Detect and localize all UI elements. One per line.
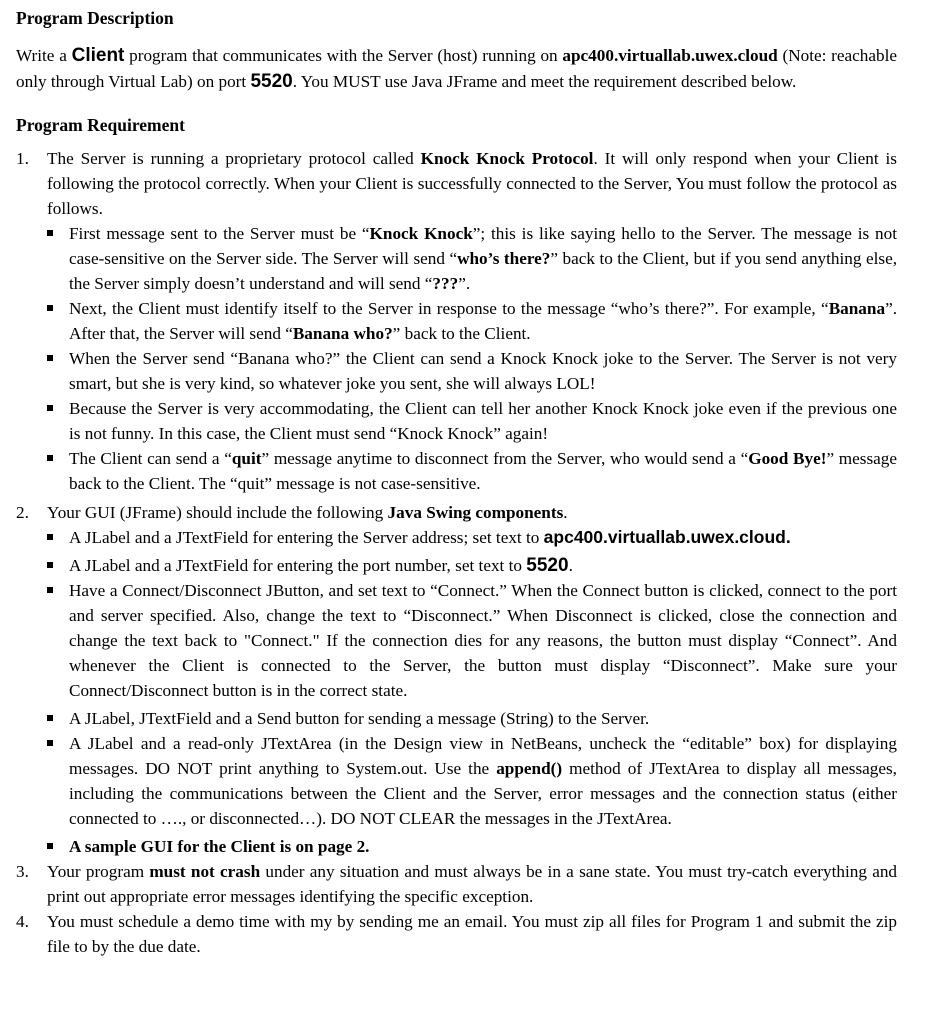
square-bullet-icon bbox=[47, 455, 53, 461]
list-item bbox=[47, 578, 897, 703]
description-heading: Program Description bbox=[16, 8, 174, 28]
desc-text-post: . You MUST use Java JFrame and meet the requirement described below. bbox=[292, 71, 797, 91]
square-bullet-icon bbox=[47, 740, 53, 746]
requirement-item-1 bbox=[16, 146, 897, 496]
item2-intro-post: . bbox=[563, 503, 568, 522]
square-bullet-icon bbox=[47, 562, 53, 568]
desc-text-mid1: program that communicates with the Server (host) running on bbox=[124, 46, 563, 65]
b5-bold: append() bbox=[496, 759, 563, 778]
b4-text: Because the Server is very accommodating, the Client can tell her another Knock Knock joke even if the previous one is not funny. In this case, the Client must send “Knock Knock” again! bbox=[69, 399, 897, 443]
description-paragraph bbox=[16, 43, 897, 94]
square-bullet-icon bbox=[47, 843, 53, 849]
square-bullet-icon bbox=[47, 305, 53, 311]
b6-text: A sample GUI for the Client is on page 2. bbox=[69, 837, 370, 856]
item1-bullets bbox=[47, 221, 897, 496]
port-number-bold: 5520 bbox=[526, 555, 569, 576]
desc-text-mid2: (Note: reachable only through Virtual Lab) on port bbox=[16, 46, 897, 91]
item2-bullets bbox=[47, 525, 897, 859]
square-bullet-icon bbox=[47, 230, 53, 236]
item-number: 2. bbox=[16, 503, 29, 522]
port-number: 5520 bbox=[250, 70, 293, 92]
host-name-bold: apc400.virtuallab.uwex.cloud. bbox=[543, 527, 791, 547]
item3-pre: Your program bbox=[47, 862, 150, 881]
b3-text: Have a Connect/Disconnect JButton, and set text to “Connect.” When the Connect button is clicked, connect to the port and server specified. Also, change the text to “Disconnect.” When Disconnect is clicked, close the connection and change the text back to "Connect." If the connection dies for any reasons, the button must display “Connect”. And whenever the Client is connected to the Server, the button must display “Disconnect”. Make sure your Connect/Disconnect button is in the correct state. bbox=[69, 581, 897, 700]
list-item bbox=[47, 346, 897, 396]
list-item bbox=[47, 525, 897, 550]
b1-bold1: Knock Knock bbox=[369, 224, 473, 243]
b1-bold3: ??? bbox=[432, 274, 459, 293]
list-item bbox=[47, 553, 897, 578]
item-number: 1. bbox=[16, 149, 29, 168]
b2-post: ” back to the Client. bbox=[392, 324, 531, 343]
square-bullet-icon bbox=[47, 405, 53, 411]
list-item bbox=[47, 731, 897, 831]
item-number: 3. bbox=[16, 862, 29, 881]
b5-post: method of JTextArea to display all messages, including the communications between the Client and the Server, error messages and the connection status (either connected to …., or disconnected…). DO NOT CLEAR the messages in the JTextArea. bbox=[69, 759, 897, 828]
b5-pre: The Client can send a “ bbox=[69, 449, 232, 468]
requirement-item-4 bbox=[16, 909, 897, 959]
item2-intro bbox=[47, 500, 897, 525]
b1-bold2: who’s there? bbox=[457, 249, 551, 268]
b4-text: A JLabel, JTextField and a Send button for sending a message (String) to the Server. bbox=[69, 709, 650, 728]
list-item bbox=[47, 446, 897, 496]
item3-post: under any situation and must always be in a sane state. You must try-catch everything and print out appropriate error messages identifying the specific exception. bbox=[47, 862, 898, 906]
b1-mid2: ” back to the Client, but if you send anything else, the Server simply doesn’t understand and will send “ bbox=[69, 249, 897, 293]
b2-bold2: Banana who? bbox=[292, 324, 393, 343]
item4-text: You must schedule a demo time with my by sending me an email. You must zip all files for Program 1 and submit the zip file to by the due date. bbox=[47, 912, 897, 956]
b2-post: . bbox=[568, 556, 573, 575]
item2-intro-pre: Your GUI (JFrame) should include the following bbox=[47, 503, 388, 522]
requirement-item-2 bbox=[16, 500, 897, 859]
client-word: Client bbox=[71, 45, 125, 66]
list-item bbox=[47, 221, 897, 296]
b2-mid: ”. After that, the Server will send “ bbox=[69, 299, 897, 343]
b2-pre: A JLabel and a JTextField for entering the port number, set text to bbox=[69, 556, 527, 575]
b5-mid: ” message anytime to disconnect from the Server, who would send a “ bbox=[261, 449, 749, 468]
b1-mid1: ”; this is like saying hello to the Server. The message is not case-sensitive on the Server side. The Server will send “ bbox=[69, 224, 898, 268]
item2-intro-bold: Java Swing components bbox=[387, 503, 564, 522]
item3-bold: must not crash bbox=[149, 862, 261, 881]
b5-post: ” message back to the Client. The “quit” message is not case-sensitive. bbox=[69, 449, 897, 493]
square-bullet-icon bbox=[47, 715, 53, 721]
host-name: apc400.virtuallab.uwex.cloud bbox=[562, 46, 778, 65]
b2-bold1: Banana bbox=[828, 299, 886, 318]
square-bullet-icon bbox=[47, 587, 53, 593]
item1-intro-pre: The Server is running a proprietary protocol called bbox=[47, 149, 421, 168]
b5-pre: A JLabel and a read-only JTextArea (in the Design view in NetBeans, uncheck the “editable” box) for displaying messages. DO NOT print anything to System.out. Use the bbox=[69, 734, 897, 778]
item1-intro-bold: Knock Knock Protocol bbox=[420, 149, 594, 168]
b2-pre: Next, the Client must identify itself to the Server in response to the message “who’s there?”. For example, “ bbox=[69, 299, 829, 318]
b1-pre: First message sent to the Server must be “ bbox=[69, 224, 370, 243]
list-item bbox=[47, 834, 897, 859]
square-bullet-icon bbox=[47, 355, 53, 361]
item1-intro bbox=[47, 146, 897, 221]
b5-bold2: Good Bye! bbox=[748, 449, 827, 468]
list-item bbox=[47, 296, 897, 346]
b3-text: When the Server send “Banana who?” the Client can send a Knock Knock joke to the Server. The Server is not very smart, but she is very kind, so whatever joke you sent, she will always LOL! bbox=[69, 349, 897, 393]
b5-bold1: quit bbox=[231, 449, 262, 468]
requirements-heading: Program Requirement bbox=[16, 115, 185, 135]
item1-intro-post: . It will only respond when your Client is following the protocol correctly. When your Client is successfully connected to the Server, You must follow the protocol as follows. bbox=[47, 149, 897, 218]
requirements-list bbox=[16, 146, 897, 959]
b1-post: ”. bbox=[458, 274, 471, 293]
desc-text-pre: Write a bbox=[16, 46, 72, 65]
square-bullet-icon bbox=[47, 534, 53, 540]
b1-pre: A JLabel and a JTextField for entering the Server address; set text to bbox=[69, 528, 544, 547]
list-item bbox=[47, 396, 897, 446]
item-number: 4. bbox=[16, 912, 29, 931]
requirement-item-3 bbox=[16, 859, 897, 909]
list-item bbox=[47, 706, 897, 731]
